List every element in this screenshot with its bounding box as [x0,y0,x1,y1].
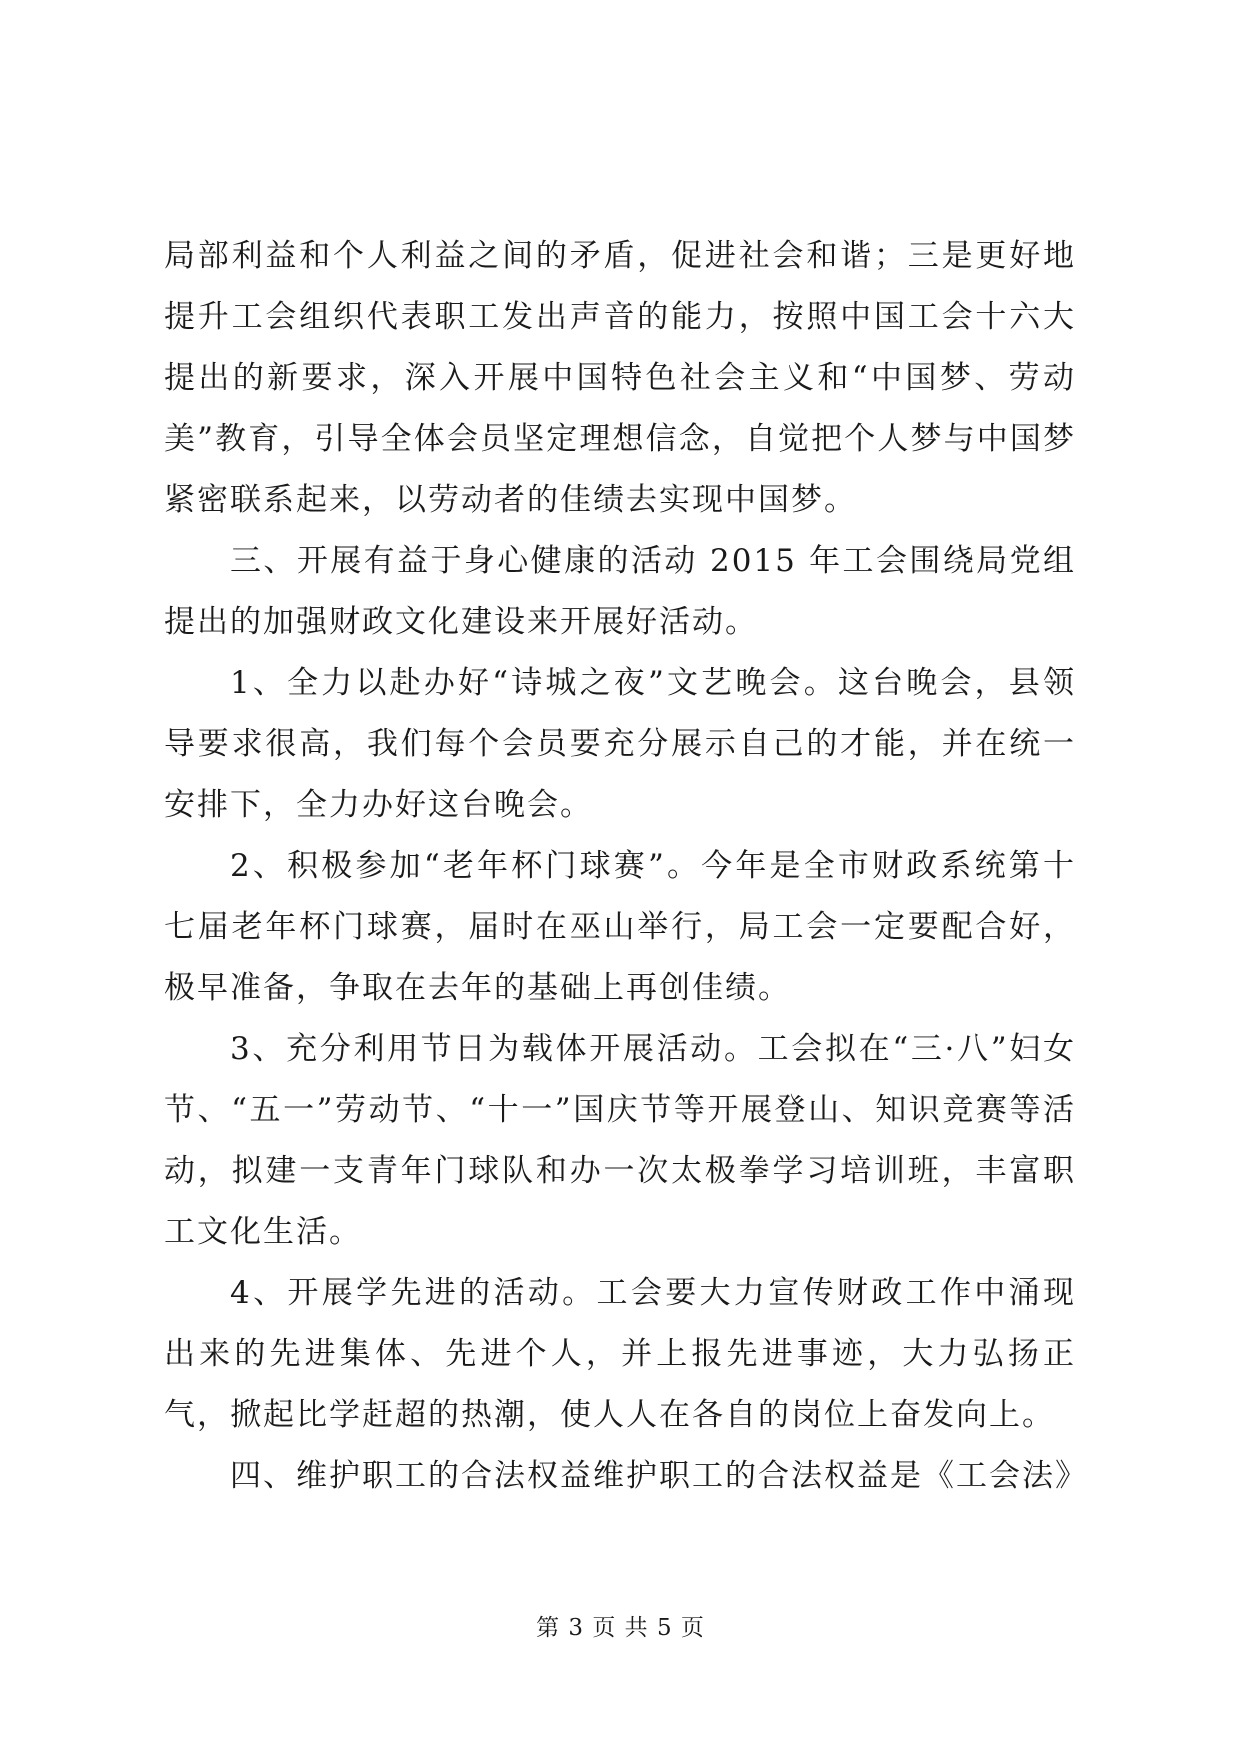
page-number-footer: 第 3 页 共 5 页 [536,1615,705,1641]
paragraph-section-four: 四、维护职工的合法权益维护职工的合法权益是《工会法》 [230,1458,1088,1494]
paragraph-continuation: 局部利益和个人利益之间的矛盾，促进社会和谐；三是更好地提升工会组织代表职工发出声音的能力，按照中国工会十六大提出的新要求，深入开展中国特色社会主义和“中国梦、劳动美”教育，引导全体会员坚定理想信念，自觉把个人梦与中国梦紧密联系起来，以劳动者的佳绩去实现中国梦。 [164,238,1076,518]
document-body [164,226,1088,1507]
paragraph-item-1: 1、全力以赴办好“诗城之夜”文艺晚会。这台晚会，县领导要求很高，我们每个会员要充分展示自己的才能，并在统一安排下，全力办好这台晚会。 [164,665,1076,823]
paragraph-item-4: 4、开展学先进的活动。工会要大力宣传财政工作中涌现出来的先进集体、先进个人，并上报先进事迹，大力弘扬正气，掀起比学赶超的热潮，使人人在各自的岗位上奋发向上。 [164,1275,1076,1433]
paragraph-item-2: 2、积极参加“老年杯门球赛”。今年是全市财政系统第十七届老年杯门球赛，届时在巫山举行，局工会一定要配合好，极早准备，争取在去年的基础上再创佳绩。 [164,848,1076,1006]
paragraph-section-three: 三、开展有益于身心健康的活动 2015 年工会围绕局党组提出的加强财政文化建设来开展好活动。 [164,543,1076,640]
paragraph-item-3: 3、充分利用节日为载体开展活动。工会拟在“三·八”妇女节、“五一”劳动节、“十一”国庆节等开展登山、知识竞赛等活动，拟建一支青年门球队和办一次太极拳学习培训班，丰富职工文化生活。 [164,1031,1076,1250]
